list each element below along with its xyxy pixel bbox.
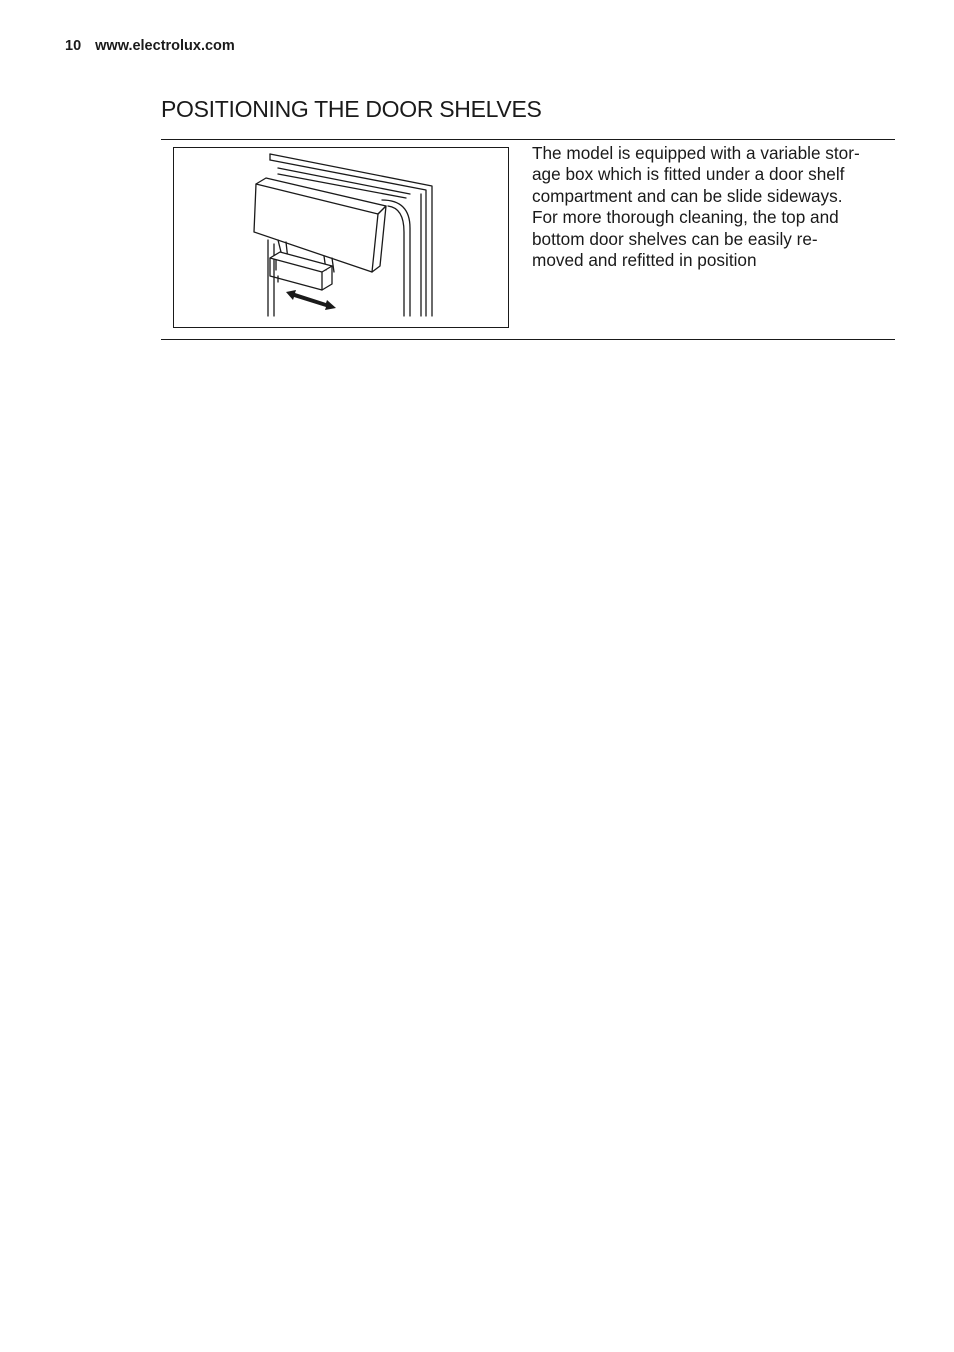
page-header [65,38,235,54]
section-title: POSITIONING THE DOOR SHELVES [161,96,542,122]
figure-frame [173,147,509,328]
body-line: The model is equipped with a variable stor- [532,143,860,163]
page-number: 10 [65,38,82,54]
body-line: moved and refitted in position [532,250,757,271]
body-line: age box which is fitted under a door shelf [532,164,845,185]
door-shelf-illustration [174,148,508,327]
top-divider [161,139,895,140]
body-line: compartment and can be slide sideways. [532,185,843,206]
double-arrow-icon [286,290,336,310]
bottom-divider [161,339,895,340]
body-line: bottom door shelves can be easily re- [532,228,818,249]
website-url: www.electrolux.com [95,38,235,54]
body-line: For more thorough cleaning, the top and [532,207,839,228]
section-body [532,143,888,271]
